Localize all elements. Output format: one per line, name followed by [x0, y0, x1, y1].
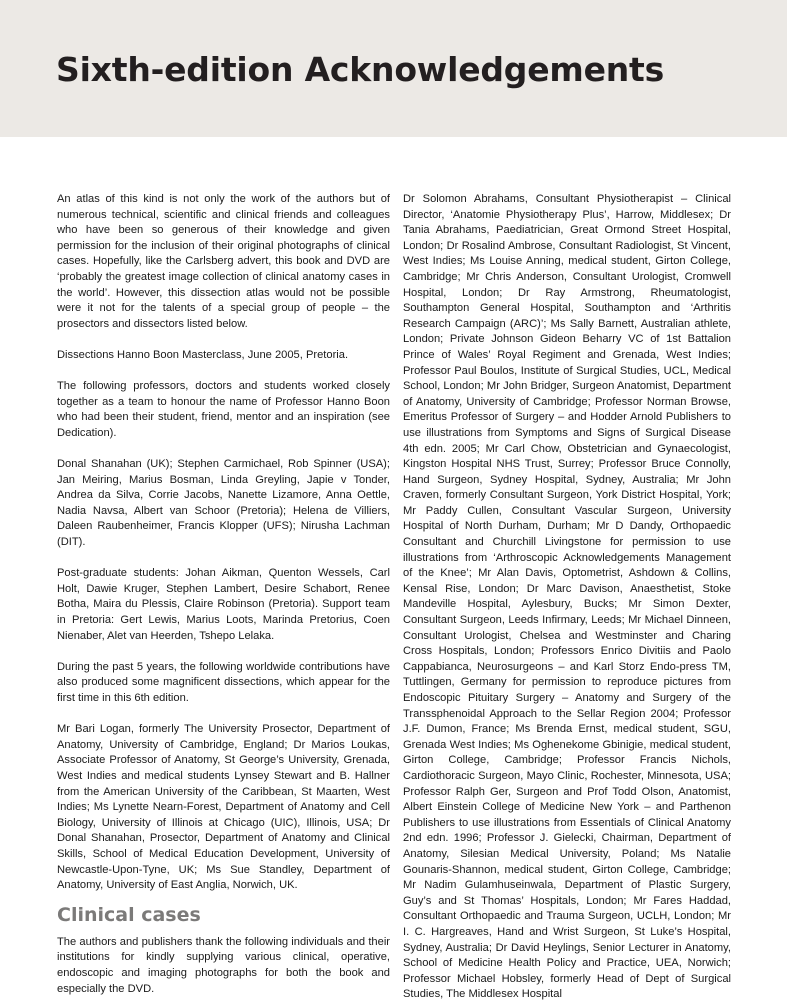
- clinical-cases-paragraph: The authors and publishers thank the following individuals and their institutions for kindly supplying various clinical, operative, endoscopic and imaging photographs for both the book and especially the DVD.: [57, 935, 390, 995]
- worldwide-contributions-paragraph: During the past 5 years, the following worldwide contributions have also produced some magnificent dissections, which appear for the first time in this 6th edition.: [57, 660, 390, 704]
- left-column: [57, 192, 390, 997]
- header-band: [0, 0, 787, 137]
- dissections-masterclass-line: Dissections Hanno Boon Masterclass, June 2005, Pretoria.: [57, 348, 349, 361]
- intro-paragraph: An atlas of this kind is not only the work of the authors but of numerous technical, scientific and clinical friends and colleagues who have been so generous of their knowledge and given permission for the inclusion of their original photographs of clinical cases. Hopefully, like the Carlsberg advert, this book and DVD are ‘probably the greatest image collection of clinical anatomy cases in the world’. However, this dissection atlas would not be possible were it not for the talents of a special group of people – the prosectors and dissectors listed below.: [57, 193, 390, 330]
- postgraduate-students-paragraph: Post-graduate students: Johan Aikman, Quenton Wessels, Carl Holt, Dawie Kruger, Stephen Lambert, Desire Schabort, Renee Botha, Maira du Plessis, Claire Robinson (Pretoria). Support team in Pretoria: Gert Lewis, Marius Loots, Marinda Pretorius, Coen Nienaber, Alet van Heerden, Tshepo Lelaka.: [57, 567, 390, 642]
- team-paragraph: The following professors, doctors and students worked closely together as a team to honour the name of Professor Hanno Boon who had been their student, friend, mentor and an inspiration (see Dedication).: [57, 380, 390, 439]
- dissectors-list-paragraph: Donal Shanahan (UK); Stephen Carmichael, Rob Spinner (USA); Jan Meiring, Marius Bosman, Linda Greyling, Japie v Tonder, Andrea da Silva, Corrie Jacobs, Nanette Lizamore, Anna Oettle, Nadia Navsa, Albert van Schoor (Pretoria); Helena de Villiers, Daleen Raubenheimer, Francis Klopper (UFS); Nirusha Lachman (DIT).: [57, 458, 390, 549]
- contributors-paragraph: Mr Bari Logan, formerly The University Prosector, Department of Anatomy, University of Cambridge, England; Dr Marios Loukas, Associate Professor of Anatomy, St George’s University, Grenada, West Indies and medical students Lynsey Stewart and B. Hallner from the American University of the Caribbean, St Maarten, West Indies; Ms Lynette Nearn-Forest, Department of Anatomy and Cell Biology, University of Illinois at Chicago (UIC), Illinois, USA; Dr Donal Shanahan, Prosector, Department of Anatomy and Clinical Skills, School of Medical Education Development, University of Newcastle-Upon-Tyne, UK; Ms Sue Standley, Department of Anatomy, University of East Anglia, Norwich, UK.: [57, 723, 390, 892]
- page-title: Sixth-edition Acknowledgements: [56, 50, 665, 89]
- clinical-contributors-paragraph: Dr Solomon Abrahams, Consultant Physiotherapist – Clinical Director, ‘Anatomie Physiotherapy Plus’, Harrow, Middlesex; Dr Tania Abrahams, Paediatrician, Great Ormond Street Hospital, London; Dr Rosalind Ambrose, Consultant Radiologist, St Vincent, West Indies; Ms Louise Anning, medical student, Girton College, Cambridge; Mr Chris Anderson, Consultant Urologist, Cromwell Hospital, London; Dr Ray Armstrong, Rheumatologist, Southampton General Hospital, Southampton and ‘Arthritis Research Campaign (ARC)’; Ms Sally Barnett, Australian athlete, London; Private Johnson Gideon Beharry VC of 1st Battalion Prince of Wales’ Royal Regiment and Grenada, West Indies; Professor Paul Boulos, Institute of Surgical Studies, UCL, Medical School, London; Mr John Bridger, Surgeon Anatomist, Department of Anatomy, University of Cambridge; Professor Norman Browse, Emeritus Professor of Surgery – and Hodder Arnold Publishers to use illustrations from Symptoms and Signs of Surgical Disease 4th edn. 2005; Mr Carl Chow, Obstetrician and Gynaecologist, Kingston Hospital NHS Trust, Surrey; Professor Bruce Connolly, Hand Surgeon, Sydney Hospital, Sydney, Australia; Mr John Craven, formerly Consultant Surgeon, York District Hospital, York; Mr Paddy Cullen, Consultant Vascular Surgeon, University Hospital of North Durham, Durham; Mr D Dandy, Orthopaedic Consultant and Churchill Livingstone for permission to use illustrations from ‘Arthroscopic Acknowledgements Management of the Knee’; Mr Alan Davis, Optometrist, Ashdown & Collins, Kensal Rise, London; Dr Marc Davison, Anaesthetist, Stoke Mandeville Hospital, Aylesbury, Bucks; Mr Simon Dexter, Consultant Surgeon, Leeds Infirmary, Leeds; Mr Michael Dinneen, Consultant Urologist, Chelsea and Westminster and Charing Cross Hospitals, London; Professors Enrico Divitiis and Paolo Cappabianca, Neurosurgeons – and Karl Storz Endo-press TM, Tuttlingen, Germany for permission to reproduce pictures from Endoscopic Pituitary Surgery – Anatomy and Surgery of the Transsphenoidal Approach to the Sellar Region 2004; Professor J.F. Dumon, France; Ms Brenda Ernst, medical student, SGU, Grenada West Indies; Ms Oghenekome Gbinigie, medical student, Girton College, Cambridge; Professor Francis Nichols, Cardiothoracic Surgeon, Mayo Clinic, Rochester, Minnesota, USA; Professor Ralph Ger, Surgeon and Prof Todd Olson, Anatomist, Albert Einstein College of Medicine New York – and Parthenon Publishers to use illustrations from Essentials of Clinical Anatomy 2nd edn. 1996; Professor J. Gielecki, Chairman, Department of Anatomy, Silesian Medical University, Poland; Ms Natalie Gounaris-Shannon, medical student, Girton College, Cambridge; Mr Nadim Gulamhuseinwala, Department of Plastic Surgery, Guy’s and St Thomas’ Hospitals, London; Mr Fares Haddad, Consultant Orthopaedic and Trauma Surgeon, UCLH, London; Mr I. C. Hargreaves, Hand and Wrist Surgeon, St Luke’s Hospital, Sydney, Australia; Dr David Heylings, Senior Lecturer in Anatomy, School of Medicine Health Policy and Practice, UEA, Norwich; Professor Michael Hobsley, formerly Head of Dept of Surgical Studies, The Middlesex Hospital: [403, 193, 731, 1001]
- clinical-cases-heading: Clinical cases: [57, 903, 201, 926]
- right-column: [403, 192, 731, 1003]
